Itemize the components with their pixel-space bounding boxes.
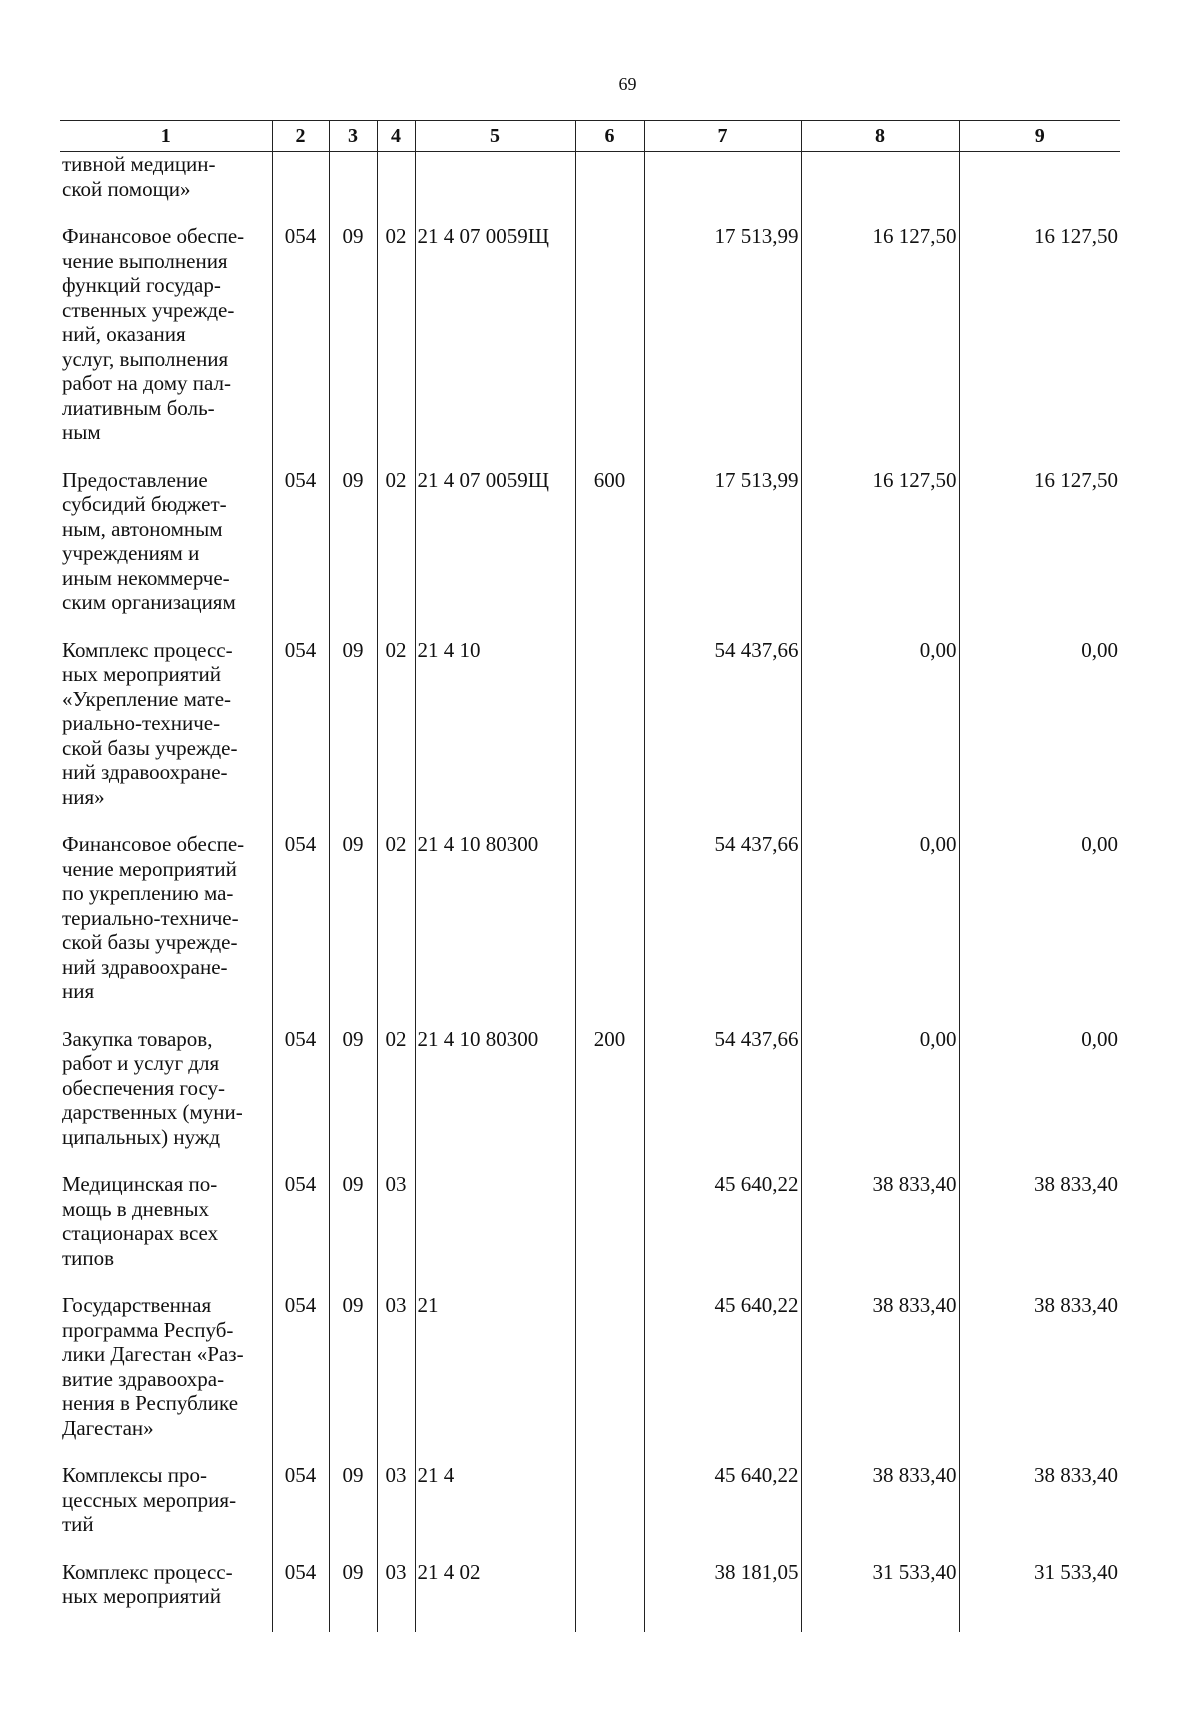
column-header: 8 <box>801 121 959 152</box>
section-code-cell: 09 <box>329 1293 377 1463</box>
item-name-line: ским организациям <box>62 590 236 614</box>
expense-type-cell: 600 <box>575 468 644 638</box>
chapter-code-cell: 054 <box>272 1463 329 1560</box>
amount-col7-cell: 54 437,66 <box>644 832 801 1027</box>
subsection-code-cell <box>377 152 415 225</box>
expense-type-cell <box>575 152 644 225</box>
chapter-code-cell: 054 <box>272 224 329 468</box>
item-name-line: Медицинская по- <box>62 1172 218 1196</box>
item-name-line: работ и услуг для <box>62 1051 220 1075</box>
item-name-cell <box>60 638 272 833</box>
target-article-cell <box>415 152 575 225</box>
amount-col9-cell: 0,00 <box>959 638 1120 833</box>
expense-type-cell <box>575 1560 644 1632</box>
item-name-line: Комплекс процесс- <box>62 1559 233 1584</box>
amount-col8-cell: 0,00 <box>801 1027 959 1173</box>
item-name-line: ных мероприятий <box>62 662 221 686</box>
amount-col8-cell <box>801 152 959 225</box>
item-name-line: ской помощи» <box>62 176 191 201</box>
item-name-line: цессных мероприя- <box>62 1487 237 1512</box>
target-article-cell: 21 <box>415 1293 575 1463</box>
amount-col7-cell <box>644 152 801 225</box>
amount-col8-cell: 31 533,40 <box>801 1560 959 1632</box>
item-name-line: витие здравоохра- <box>62 1366 225 1391</box>
table-row <box>60 152 1120 225</box>
column-header: 5 <box>415 121 575 152</box>
amount-col7-cell: 38 181,05 <box>644 1560 801 1632</box>
item-name-cell <box>60 1027 272 1173</box>
table-row <box>60 638 1120 833</box>
amount-col7-cell: 45 640,22 <box>644 1463 801 1560</box>
item-name-line: Предоставление <box>62 467 208 492</box>
table-row <box>60 224 1120 468</box>
target-article-cell: 21 4 07 0059Щ <box>415 468 575 638</box>
target-article-cell: 21 4 07 0059Щ <box>415 224 575 468</box>
amount-col9-cell: 0,00 <box>959 832 1120 1027</box>
amount-col9-cell: 38 833,40 <box>959 1172 1120 1293</box>
amount-col9-cell: 16 127,50 <box>959 468 1120 638</box>
item-name-line: тивной медицин- <box>62 152 216 176</box>
item-name-line: нения в Республике <box>62 1391 239 1415</box>
chapter-code-cell <box>272 152 329 225</box>
subsection-code-cell: 03 <box>377 1560 415 1632</box>
target-article-cell <box>415 1172 575 1293</box>
table-row <box>60 832 1120 1027</box>
target-article-cell: 21 4 10 80300 <box>415 1027 575 1173</box>
item-name-line: ний здравоохране- <box>62 954 228 979</box>
expense-type-cell: 200 <box>575 1027 644 1173</box>
amount-col8-cell: 38 833,40 <box>801 1293 959 1463</box>
table-row <box>60 1463 1120 1560</box>
item-name-line: дарственных (муни- <box>62 1100 243 1124</box>
expense-type-cell <box>575 832 644 1027</box>
budget-table <box>60 120 1120 1632</box>
column-header: 4 <box>377 121 415 152</box>
item-name-line: ской базы учрежде- <box>62 930 238 954</box>
item-name-line: Государственная <box>62 1293 212 1317</box>
section-code-cell: 09 <box>329 638 377 833</box>
item-name-line: тий <box>62 1512 94 1536</box>
item-name-line: ных мероприятий <box>62 1584 221 1608</box>
amount-col9-cell <box>959 152 1120 225</box>
chapter-code-cell: 054 <box>272 468 329 638</box>
item-name-line: иным некоммерче- <box>62 565 230 590</box>
column-header: 3 <box>329 121 377 152</box>
item-name-cell <box>60 1463 272 1560</box>
chapter-code-cell: 054 <box>272 1027 329 1173</box>
section-code-cell: 09 <box>329 224 377 468</box>
item-name-cell <box>60 1293 272 1463</box>
chapter-code-cell: 054 <box>272 1560 329 1632</box>
item-name-line: Финансовое обеспе- <box>62 832 245 856</box>
amount-col7-cell: 54 437,66 <box>644 638 801 833</box>
column-header: 2 <box>272 121 329 152</box>
header-row <box>60 121 1120 152</box>
amount-col8-cell: 16 127,50 <box>801 468 959 638</box>
item-name-line: Финансовое обеспе- <box>62 224 245 248</box>
item-name-line: функций государ- <box>62 273 221 297</box>
item-name-line: работ на дому пал- <box>62 371 232 395</box>
subsection-code-cell: 02 <box>377 224 415 468</box>
item-name-line: ципальных) нужд <box>62 1124 221 1149</box>
expense-type-cell <box>575 1463 644 1560</box>
amount-col7-cell: 54 437,66 <box>644 1027 801 1173</box>
subsection-code-cell: 03 <box>377 1293 415 1463</box>
amount-col9-cell: 0,00 <box>959 1027 1120 1173</box>
item-name-line: типов <box>62 1245 115 1270</box>
item-name-line: услуг, выполнения <box>62 346 229 371</box>
chapter-code-cell: 054 <box>272 638 329 833</box>
section-code-cell: 09 <box>329 1027 377 1173</box>
amount-col9-cell: 38 833,40 <box>959 1293 1120 1463</box>
item-name-line: ний, оказания <box>62 322 186 346</box>
table-row <box>60 468 1120 638</box>
amount-col8-cell: 38 833,40 <box>801 1463 959 1560</box>
section-code-cell: 09 <box>329 1463 377 1560</box>
amount-col9-cell: 31 533,40 <box>959 1560 1120 1632</box>
expense-type-cell <box>575 1293 644 1463</box>
page-number: 69 <box>618 74 637 94</box>
item-name-line: лики Дагестан «Раз- <box>62 1342 244 1366</box>
amount-col9-cell: 16 127,50 <box>959 224 1120 468</box>
item-name-cell <box>60 1560 272 1632</box>
amount-col9-cell: 38 833,40 <box>959 1463 1120 1560</box>
item-name-line: риально-техниче- <box>62 711 221 735</box>
item-name-line: ным, автономным <box>62 516 223 541</box>
item-name-line: ния» <box>62 784 105 809</box>
chapter-code-cell: 054 <box>272 1293 329 1463</box>
item-name-line: программа Респуб- <box>62 1317 234 1342</box>
section-code-cell: 09 <box>329 468 377 638</box>
item-name-line: ным <box>62 420 101 444</box>
amount-col7-cell: 45 640,22 <box>644 1172 801 1293</box>
item-name-line: Дагестан» <box>62 1415 154 1440</box>
target-article-cell: 21 4 02 <box>415 1560 575 1632</box>
target-article-cell: 21 4 <box>415 1463 575 1560</box>
amount-col8-cell: 0,00 <box>801 832 959 1027</box>
item-name-line: Комплексы про- <box>62 1463 207 1487</box>
item-name-line: обеспечения госу- <box>62 1075 226 1100</box>
section-code-cell: 09 <box>329 1560 377 1632</box>
table-row <box>60 1172 1120 1293</box>
subsection-code-cell: 02 <box>377 638 415 833</box>
section-code-cell: 09 <box>329 832 377 1027</box>
item-name-cell <box>60 1172 272 1293</box>
table-row <box>60 1027 1120 1173</box>
expense-type-cell <box>575 224 644 468</box>
item-name-line: Комплекс процесс- <box>62 637 233 662</box>
target-article-cell: 21 4 10 80300 <box>415 832 575 1027</box>
item-name-cell <box>60 224 272 468</box>
item-name-line: ственных учрежде- <box>62 297 235 322</box>
subsection-code-cell: 02 <box>377 832 415 1027</box>
column-header: 9 <box>959 121 1120 152</box>
section-code-cell: 09 <box>329 1172 377 1293</box>
subsection-code-cell: 03 <box>377 1172 415 1293</box>
table-row <box>60 1293 1120 1463</box>
item-name-cell <box>60 832 272 1027</box>
item-name-cell <box>60 152 272 225</box>
subsection-code-cell: 03 <box>377 1463 415 1560</box>
item-name-line: мощь в дневных <box>62 1196 209 1221</box>
item-name-line: териально-техниче- <box>62 905 239 930</box>
item-name-line: учреждениям и <box>62 541 200 565</box>
item-name-line: субсидий бюджет- <box>62 492 227 516</box>
item-name-line: «Укрепление мате- <box>62 686 232 711</box>
amount-col8-cell: 38 833,40 <box>801 1172 959 1293</box>
item-name-line: чение выполнения <box>62 248 228 273</box>
table-body <box>60 152 1120 1632</box>
section-code-cell <box>329 152 377 225</box>
expense-type-cell <box>575 1172 644 1293</box>
expense-type-cell <box>575 638 644 833</box>
target-article-cell: 21 4 10 <box>415 638 575 833</box>
amount-col7-cell: 45 640,22 <box>644 1293 801 1463</box>
chapter-code-cell: 054 <box>272 832 329 1027</box>
column-header: 1 <box>60 121 272 152</box>
subsection-code-cell: 02 <box>377 468 415 638</box>
item-name-line: ний здравоохране- <box>62 760 228 784</box>
table-row <box>60 1560 1120 1632</box>
column-header: 7 <box>644 121 801 152</box>
column-header: 6 <box>575 121 644 152</box>
item-name-line: ской базы учрежде- <box>62 735 238 760</box>
amount-col8-cell: 0,00 <box>801 638 959 833</box>
amount-col8-cell: 16 127,50 <box>801 224 959 468</box>
item-name-line: Закупка товаров, <box>62 1026 213 1051</box>
amount-col7-cell: 17 513,99 <box>644 468 801 638</box>
item-name-cell <box>60 468 272 638</box>
chapter-code-cell: 054 <box>272 1172 329 1293</box>
amount-col7-cell: 17 513,99 <box>644 224 801 468</box>
item-name-line: по укреплению ма- <box>62 881 234 905</box>
subsection-code-cell: 02 <box>377 1027 415 1173</box>
item-name-line: лиативным боль- <box>62 395 215 420</box>
item-name-line: чение мероприятий <box>62 856 237 881</box>
item-name-line: ния <box>62 979 95 1003</box>
item-name-line: стационарах всех <box>62 1221 219 1245</box>
